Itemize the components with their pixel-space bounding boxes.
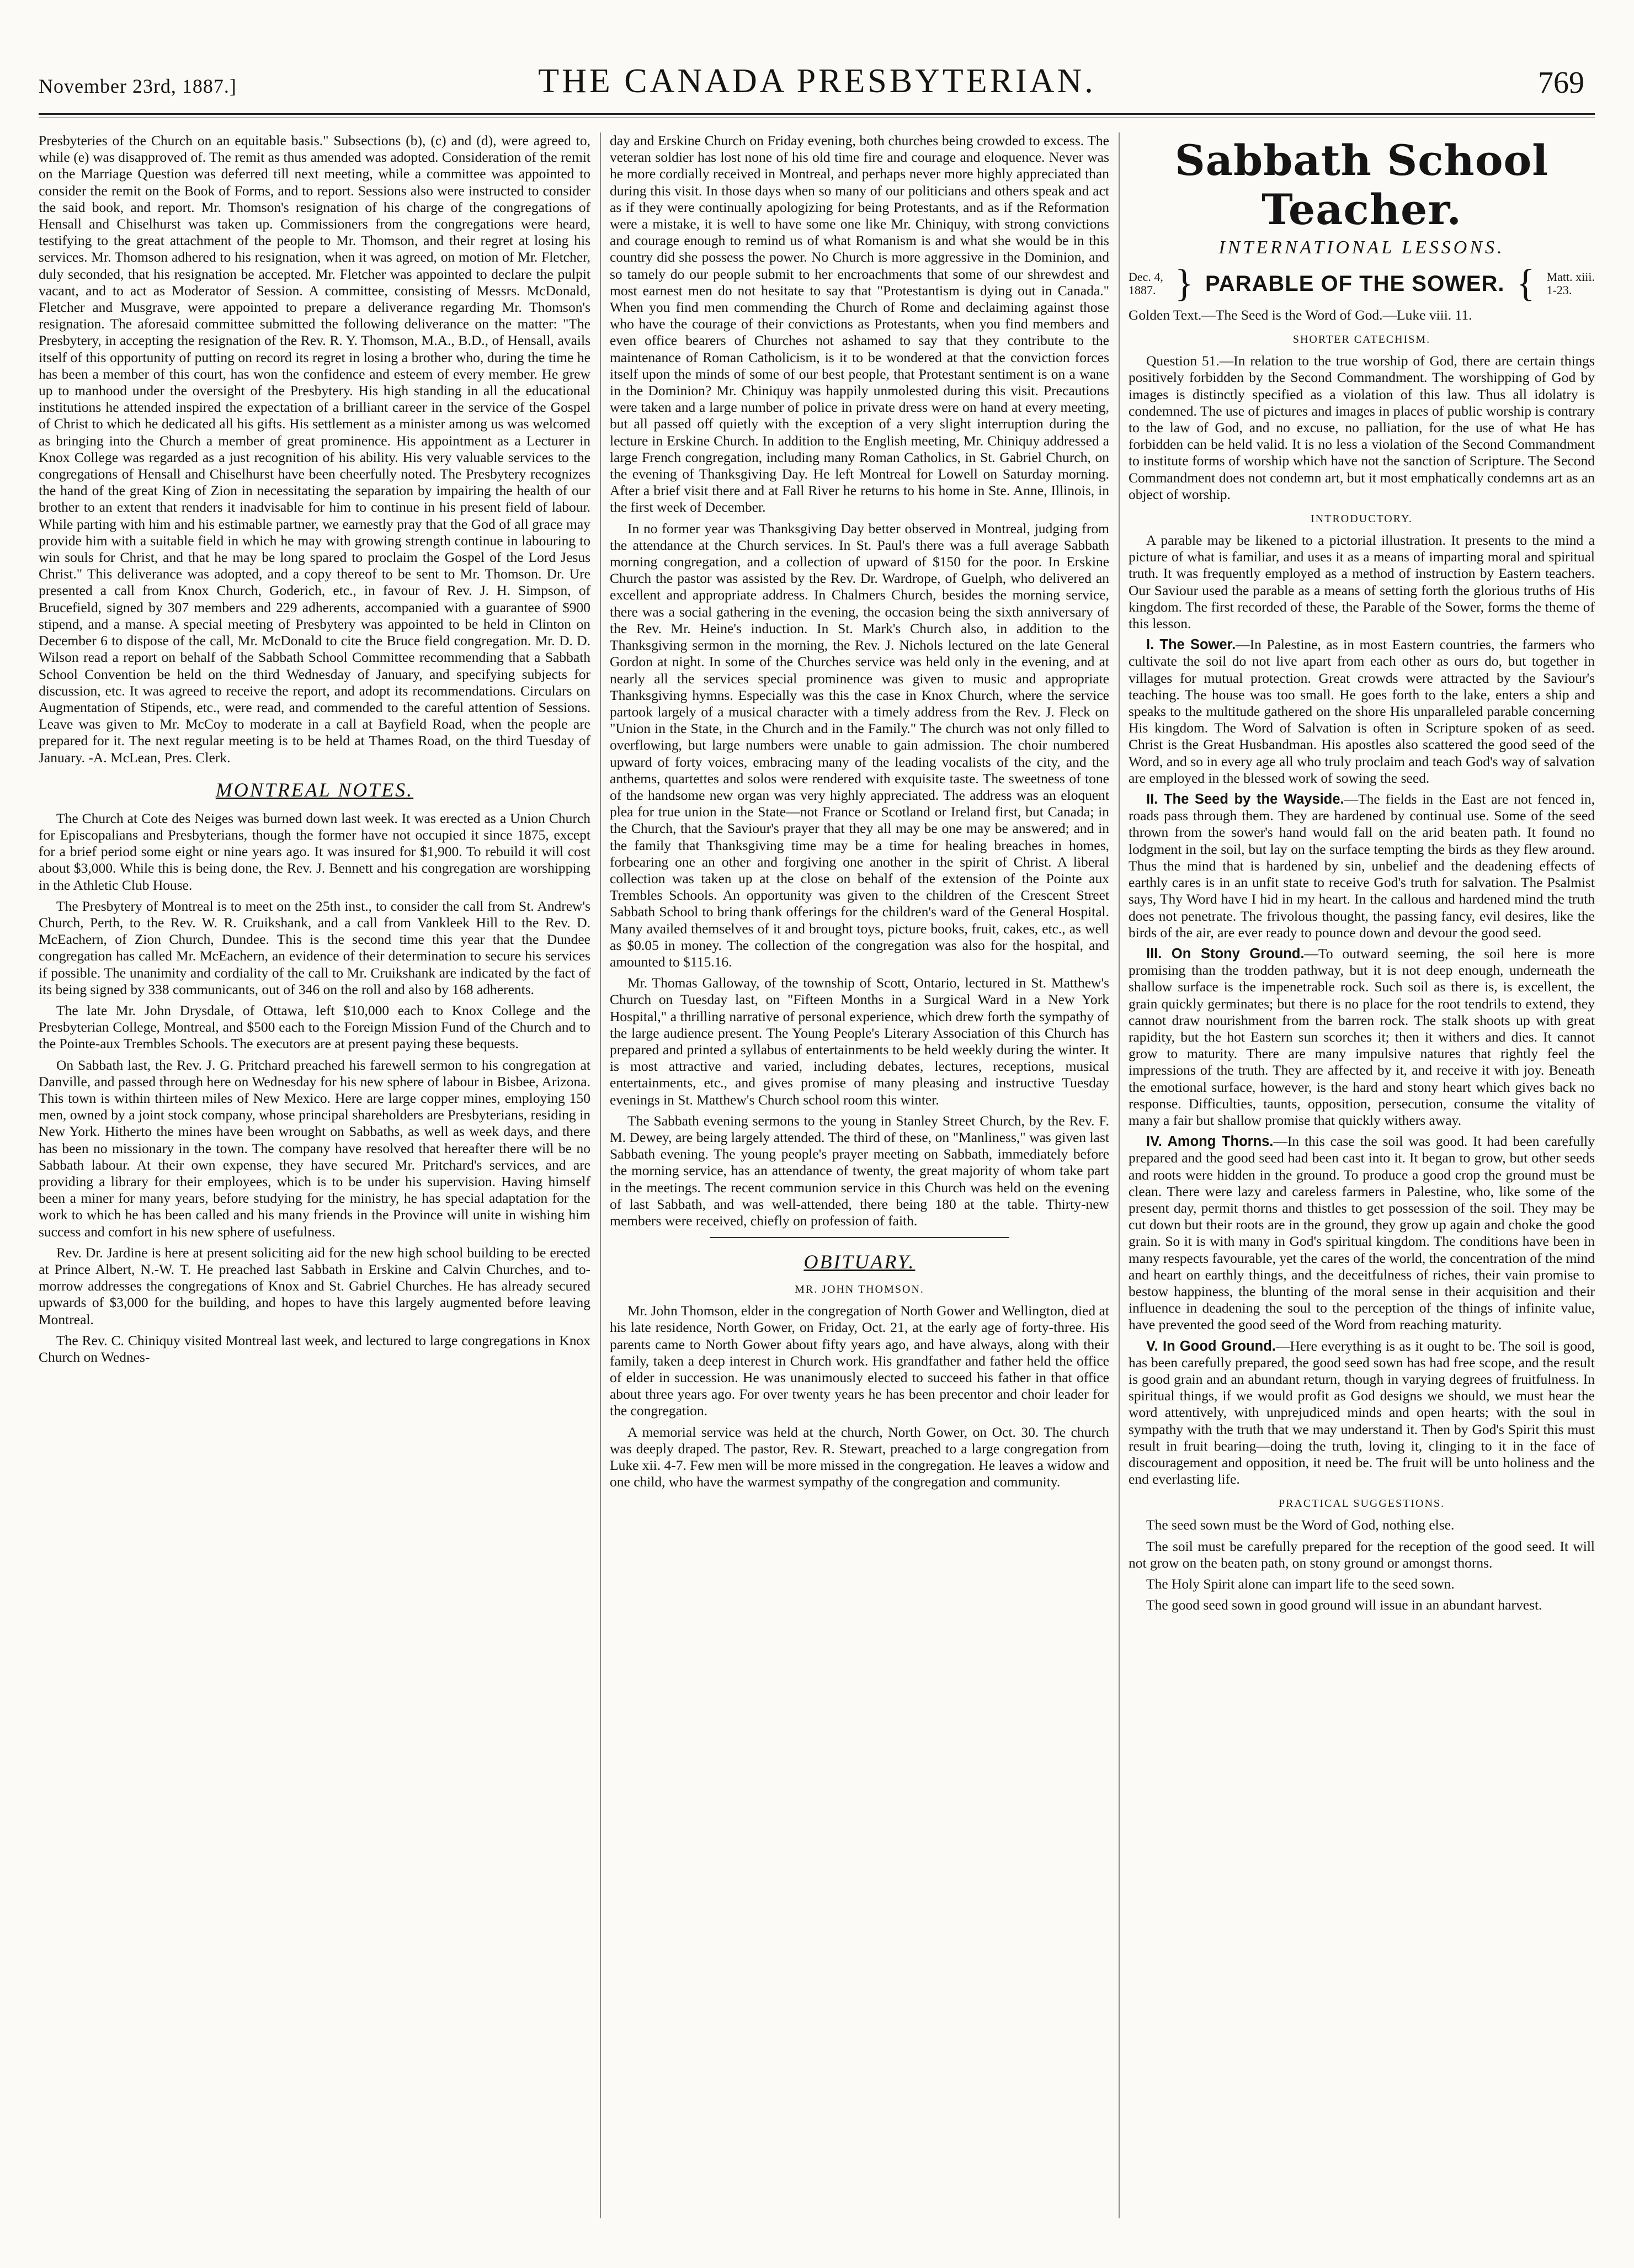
lesson-reference bbox=[1547, 270, 1595, 297]
issue-date: November 23rd, 1887.] bbox=[39, 75, 237, 97]
column-2 bbox=[610, 132, 1109, 2224]
point-heading: III. On Stony Ground. bbox=[1146, 946, 1305, 962]
lesson-point bbox=[1129, 1133, 1595, 1333]
obituary-heading: OBITUARY. bbox=[803, 1251, 916, 1273]
catechism-text: Question 51.—In relation to the true worship of God, there are certain things positively forbidden by the Second Commandment. The worshipping of God by images is distinctly specified as a violation of this law. Thus all idolatry is condemned. The use of pictures and images in places of public worship is contrary to the law of God, and no excuse, no palliation, for the use of what He has forbidden can be held valid. It is no less a violation of the Second Commandment to institute forms of worship which have not the sanction of Scripture. The Second Commandment does not condemn art, but it most emphatically condemns art as an object of worship. bbox=[1129, 353, 1595, 502]
article-paragraph: On Sabbath last, the Rev. J. G. Pritchard preached his farewell sermon to his congregation at Danville, and passed through here on Wednesday for his new sphere of labour in Bisbee, Arizona. This town is within thirteen miles of New Mexico. Here are large copper mines, employing 150 men, owned by a joint stock company, whose principal shareholders are Presbyterians, residing in New York. Hitherto the mines have been wrought on Sabbaths, as well as week days, and there has been no missionary in the town. The company have resolved that hereafter there will be no Sabbath labour. At their own expense, they have secured Mr. Pritchard's services, and are providing a library for their employees, which is to be under his supervision. Having himself been a miner for many years, before studying for the ministry, he has special adaptation for the work to which he has been called and his many friends in the Province will unite in wishing him success and comfort in his new sphere of usefulness. bbox=[39, 1056, 590, 1240]
lesson-date-day: Dec. 4, bbox=[1129, 270, 1163, 284]
lesson-point bbox=[1129, 636, 1595, 787]
point-text: —The fields in the East are not fenced in, roads pass through them. They are hardened by continual use. Some of the seed thrown from the sower's hand would fall on the arid beaten path. It found no lodgment in the soil, but lay on the surface tempting the birds as they flew around. Thus the mind that is hardened by sin, unbelief and the deadening effects of earthly cares is in an unfit state to receive God's truth for salvation. The Psalmist says, Thy Word have I hid in my heart. In the callous and hardened mind the truth does not penetrate. The frivolous thought, the passing fancy, evil desires, like the birds of the air, are ever ready to pounce down and devour the good seed. bbox=[1129, 791, 1595, 941]
article-paragraph: Rev. Dr. Jardine is here at present soliciting aid for the new high school building to be erected at Prince Albert, N.-W. T. He preached last Sabbath in Erskine and Calvin Churches, and to-morrow addresses the congregations of Knox and St. Gabriel Churches. He has already secured upwards of $3,000 for the building, and hopes to have this largely augmented before leaving Montreal. bbox=[39, 1244, 590, 1327]
point-heading: IV. Among Thorns. bbox=[1146, 1134, 1274, 1150]
section-divider bbox=[710, 1237, 1009, 1238]
international-lessons-subtitle: INTERNATIONAL LESSONS. bbox=[1218, 237, 1505, 258]
obituary-name: MR. JOHN THOMSON. bbox=[795, 1283, 924, 1296]
page-number: 769 bbox=[1538, 66, 1584, 100]
practical-suggestion: The soil must be carefully prepared for the reception of the good seed. It will not grow on the beaten path, on stony ground or amongst thorns. bbox=[1129, 1538, 1595, 1571]
presbytery-report: Presbyteries of the Church on an equitable basis." Subsections (b), (c) and (d), were agreed to, while (e) was disapproved of. The remit as thus amended was adopted. Consideration of the remit on the Marriage Question was deferred till next meeting, while a committee was appointed to consider the remit on the Book of Forms, and to report. Sessions also were instructed to consider the said book, and report. Mr. Thomson's resignation of his charge of the congregations of Hensall and Chiselhurst was taken up. Commissioners from the congregations were heard, testifying to the great attachment of the people to Mr. Thomson, and their regret at losing his services. Mr. Thomson adhered to his resignation, when it was agreed, on motion of Mr. Fletcher, duly seconded, that his resignation be accepted. Mr. Fletcher was appointed to declare the pulpit vacant, and to act as Moderator of Session. A committee, consisting of Messrs. McDonald, Fletcher and Musgrave, were appointed to prepare a deliverance regarding Mr. Thomson's resignation. The aforesaid committee submitted the following deliverance on the matter: "The Presbytery, in accepting the resignation of the Rev. R. Y. Thomson, M.A., B.D., of Hensall, avails itself of this opportunity of putting on record its regret in losing a brother who, during the time he has been a member of this court, has won the confidence and esteem of every member. He grew up to manhood under the oversight of the Presbytery. His high standing in all the educational institutions he attended inspired the expectation of a brilliant career in the service of the Gospel of Christ to which he dedicated all his gifts. His settlement as a minister among us was welcomed as bringing into the Church a member of great prominence. His appointment as a Lecturer in Knox College was regarded as a just recognition of his ability. His very valuable services to the congregations of Hensall and Chiselhurst have been cheerfully noted. The Presbytery recognizes the hand of the great King of Zion in necessitating the separation by impairing the health of our brother to an extent that renders it inadvisable for him to continue in his present field of labour. While parting with him and his estimable partner, we earnestly pray that the God of all grace may provide him with a suitable field in which he may with growing strength continue in labouring to win souls for Christ, and that he may be long spared to proclaim the Gospel of the Lord Jesus Christ." This deliverance was adopted, and a copy thereof to be sent to Mr. Thomson. Dr. Ure presented a call from Knox Church, Goderich, etc., in favour of Rev. J. H. Simpson, of Brucefield, signed by 307 members and 229 adherents, accompanied with a guarantee of $900 stipend, and a manse. A special meeting of Presbytery was appointed to be held in Clinton on December 6 to dispose of the call, Mr. McDonald to cite the Bruce field congregation. Mr. D. D. Wilson read a report on behalf of the Sabbath School Committee recommending that a Sabbath School Convention be held on the third Wednesday of January, and specifying subjects for discussion, etc. It was agreed to receive the report, and adopt its recommendations. Circulars on Augmentation of Stipends, etc., were read, and commended to the careful attention of Sessions. Leave was given to Mr. McCoy to moderate in a call at Bayfield Road, when the people are prepared for it. The next regular meeting is to be held at Thames Road, on the third Tuesday of January. -A. McLean, Pres. Clerk. bbox=[39, 132, 590, 766]
lesson-point bbox=[1129, 791, 1595, 941]
point-text: —In this case the soil was good. It had been carefully prepared and the good seed had been cast into it. It began to grow, but other seeds and roots were hidden in the ground. To produce a good crop the ground must be clean. There were lazy and careless farmers in Palestine, who, like some of the present day, permit thorns and thistles to get possession of the soil. They may be cut down but their roots are in the ground, they grow up again and choke the good grain. So it is with many in God's spiritual kingdom. The conditions have been in many respects favourable, yet the cares of the world, the concentration of the mind and heart on earthly things, and the deceitfulness of riches, their vain promise to bestow happiness, the blunting of the moral sense in their acquisition and their influence in deadening the soul to the perception of the things of infinite value, have prevented the good seed of the Word from reaching maturity. bbox=[1129, 1133, 1595, 1333]
article-paragraph: The Church at Cote des Neiges was burned down last week. It was erected as a Union Church for Episcopalians and Presbyterians, though the former have not occupied it since 1875, except for a brief period some eight or nine years ago. It was insured for $1,900. To rebuild it will cost about $3,000. While this is being done, the Rev. J. Bennett and his congregation are worshipping in the Athletic Club House. bbox=[39, 810, 590, 893]
brace-right: { bbox=[1516, 262, 1535, 305]
article-paragraph: day and Erskine Church on Friday evening, both churches being crowded to excess. The veteran soldier has lost none of his old time fire and courage and eloquence. Never was he more cordially received in Montreal, and perhaps never more highly appreciated than during this visit. In those days when so many of our politicians and others speak and act as if they were continually apologizing for being Protestants, and as if the Reformation were a mistake, it is well to have some one like Mr. Chiniquy, with strong convictions and courage enough to remind us of what Romanism is and what she would be in this country did she possess the power. No Church is more aggressive in the Dominion, and so tamely do our people submit to her encroachments that some of our shrewdest and most earnest men do not hesitate to say that "Protestantism is dying out in Canada." When you find men commending the Church of Rome and declaiming against those who have the courage of their convictions as Protestants, when you find members and even office bearers of Churches not ashamed to say that they contribute to the maintenance of Roman Catholicism, is it to be wondered at that the conviction forces itself upon the minds of some of our best people, that Protestant sentiment is on a wane in the Dominion? Mr. Chiniquy was happily unmolested during this visit. Precautions were taken and a large number of police in private dress were on hand at every meeting, but all passed off quietly with the exception of a very slight interruption during the lecture in Erskine Church. In addition to the English meeting, Mr. Chiniquy addressed a large French congregation, including many Roman Catholics, in St. Gabriel Church, on the evening of Thanksgiving Day. He left Montreal for Lowell on Saturday morning. After a brief visit there and at Fall River he returns to his home in Ste. Anne, Illinois, in the first week of December. bbox=[610, 132, 1109, 516]
point-text: —Here everything is as it ought to be. The soil is good, has been carefully prepared, the good seed sown has had free scope, and the result is good grain and an abundant return, though in varying degrees of fruitfulness. In spiritual things, if we would profit as God designs we should, we must hear the word attentively, with unprejudiced minds and open hearts; with the soul in sympathy with the truth that we may understand it. Then by God's Spirit this must result in fruit bearing—doing the truth, loving it, clinging to it in the face of discouragement and opposition, it need be. The fruit will be unto holiness and the end everlasting life. bbox=[1129, 1337, 1595, 1488]
article-paragraph: The late Mr. John Drysdale, of Ottawa, left $10,000 each to Knox College and the Presbyterian College, Montreal, and $500 each to the Foreign Mission Fund of the Church and to the Pointe-aux Trembles Schools. The executors are at present paying these bequests. bbox=[39, 1002, 590, 1052]
practical-suggestion: The Holy Spirit alone can impart life to the seed sown. bbox=[1146, 1576, 1455, 1592]
introductory-heading: INTRODUCTORY. bbox=[1311, 513, 1413, 525]
sabbath-school-title: Sabbath School Teacher. bbox=[1174, 136, 1549, 234]
article-paragraph: In no former year was Thanksgiving Day better observed in Montreal, judging from the attendance at the Church services. In St. Paul's there was a full average Sabbath morning congregation, and a collection of upward of $150 for the poor. In Erskine Church the pastor was assisted by the Rev. Dr. Wardrope, of Guelph, who delivered an excellent and appropriate address. In Chalmers Church, besides the morning service, there was a social gathering in the evening, the occasion being the sixth anniversary of the Rev. Mr. Heine's induction. In St. Mark's Church also, in addition to the Thanksgiving sermon in the morning, the Rev. J. Nichols lectured on the late General Gordon at night. In some of the Churches service was held only in the evening, and at nearly all the services special prominence was given to music and appropriate Thanksgiving hymns. Especially was this the case in Knox Church, where the service partook largely of a musical character with a timely address from the Rev. J. Fleck on "Union in the State, in the Church and in the Family." The church was not only filled to overflowing, but large numbers were unable to gain admission. The choir numbered upward of forty voices, embracing many of the leading vocalists of the city, and the anthems, quartettes and solos were rendered with exquisite taste. The sweetness of tone of the handsome new organ was very highly appreciated. The address was an eloquent plea for true union in the State—not France or Scotland or Ireland first, but Canada; in the Church, that the Saviour's prayer that they all may be one may be answered; and in the family that Thanksgiving time may be a time for healing breaches in homes, forbearing one an other and forgiving one another in the spirit of Christ. A liberal collection was taken up at the close on behalf of the extension of the Pointe aux Trembles Schools. An opportunity was given to the children of the Crescent Street Sabbath School to bring thank offerings for the children's ward of the General Hospital. Many availed themselves of it and brought toys, picture books, fruit, cakes, etc., as well as $0.05 in money. The collection of the congregation was also for the hospital, and amounted to $115.16. bbox=[610, 520, 1109, 970]
article-paragraph: Mr. Thomas Galloway, of the township of Scott, Ontario, lectured in St. Matthew's Church on Tuesday last, on "Fifteen Months in a Surgical Ward in a New York Hospital," a thrilling narrative of personal experience, which drew forth the sympathy of the large audience present. The Young People's Literary Association of this Church has prepared and printed a syllabus of entertainments to be held weekly during the winter. It is most attractive and varied, including debates, lectures, receptions, musical entertainments, etc., and gives promise of many pleasing and instructive Tuesday evenings in St. Matthew's Church school room this winter. bbox=[610, 975, 1109, 1108]
obituary-paragraph: Mr. John Thomson, elder in the congregation of North Gower and Wellington, died at his late residence, North Gower, on Friday, Oct. 21, at the early age of forty-three. His parents came to North Gower about fifty years ago, and have always, along with their family, taken a deep interest in Church work. His grandfather and father held the office of elder in succession. He was unanimously elected to succeed his father in that office about three years ago. For over twenty years he has been precentor and choir leader for the congregation. bbox=[610, 1303, 1109, 1419]
brace-left: } bbox=[1175, 262, 1194, 305]
article-paragraph: The Rev. C. Chiniquy visited Montreal last week, and lectured to large congregations in Knox Church on Wednes- bbox=[39, 1332, 590, 1366]
column-3 bbox=[1129, 132, 1595, 2224]
column-separator bbox=[1119, 132, 1120, 2218]
point-text: —To outward seeming, the soil here is more promising than the trodden pathway, but it is not deep enough, underneath the shallow surface is the impenetrable rock. Such soil as there is, is excellent, the grain quickly germinates; but there is no place for the root tendrils to extend, they cannot draw nourishment from the barren rock. The stalk shoots up with great rapidity, but the hot Eastern sun scorches it; then it withers and dies. It cannot grow to maturity. There are many impulsive natures that rightly feel the impressions of the truth. They are affected by it, and receive it with joy. Beneath the emotional surface, however, is the hard and stony heart which gives back no response. Difficulties, taunts, opposition, persecution, consume the vitality of many a fair but shallow promise that quickly withers away. bbox=[1129, 945, 1595, 1128]
column-separator bbox=[600, 132, 601, 2218]
newspaper-title: THE CANADA PRESBYTERIAN. bbox=[538, 62, 1096, 100]
practical-suggestion: The good seed sown in good ground will issue in an abundant harvest. bbox=[1146, 1597, 1542, 1613]
article-paragraph: The Presbytery of Montreal is to meet on the 25th inst., to consider the call from St. Andrew's Church, Perth, to the Rev. W. R. Cruikshank, and a call from Vankleek Hill to the Rev. D. McEachern, of Zion Church, Dundee. This is the second time this year that the Dundee congregation has called Mr. McEachern, an evidence of their determination to secure his services if possible. The unanimity and cordiality of the call to Mr. Cruikshank are indicated by the fact of its being signed by 338 communicants, out of 346 on the roll and also by 168 adherents. bbox=[39, 897, 590, 997]
practical-suggestion: The seed sown must be the Word of God, nothing else. bbox=[1146, 1517, 1455, 1533]
point-text: —In Palestine, as in most Eastern countries, the farmers who cultivate the soil do not live apart from each other as ours do, but together in villages for mutual protection. Great crowds were attracted by the Saviour's teaching. The house was too small. He goes forth to the lake, enters a ship and speaks to the multitude gathered on the shore His unparalleled parable concerning His kingdom. The Word of Salvation is often in Scripture spoken of as seed. Christ is the Great Husbandman. His apostles also scattered the good seed of the Word, and so in every age all who truly proclaim and teach God's way of salvation are employed in the blessed work of sowing the seed. bbox=[1129, 636, 1595, 786]
point-heading: V. In Good Ground. bbox=[1146, 1338, 1276, 1354]
page-header bbox=[0, 0, 1634, 99]
lesson-point bbox=[1129, 946, 1595, 1129]
lesson-title: PARABLE OF THE SOWER. bbox=[1205, 271, 1505, 296]
lesson-date bbox=[1129, 270, 1163, 297]
column-1 bbox=[39, 132, 590, 2224]
lesson-date-year: 1887. bbox=[1129, 283, 1156, 297]
header-rule bbox=[39, 113, 1595, 115]
practical-suggestions-heading: PRACTICAL SUGGESTIONS. bbox=[1278, 1497, 1445, 1510]
obituary-paragraph: A memorial service was held at the church, North Gower, on Oct. 30. The church was deeply draped. The pastor, Rev. R. Stewart, preached to a large congregation from Luke xii. 4-7. Few men will be more missed in the congregation. He leaves a widow and one child, who have the warmest sympathy of the congregation and community. bbox=[610, 1424, 1109, 1490]
lesson-ref-verses: 1-23. bbox=[1546, 283, 1572, 297]
catechism-heading: SHORTER CATECHISM. bbox=[1292, 333, 1431, 346]
montreal-notes-heading: MONTREAL NOTES. bbox=[215, 778, 414, 801]
golden-text: Golden Text.—The Seed is the Word of God.—Luke viii. 11. bbox=[1129, 307, 1472, 323]
lesson-header bbox=[1129, 262, 1595, 305]
lesson-point bbox=[1129, 1338, 1595, 1488]
point-heading: II. The Seed by the Wayside. bbox=[1146, 792, 1344, 808]
introductory-text: A parable may be likened to a pictorial illustration. It presents to the mind a picture of what is familiar, and uses it as a means of imparting moral and spiritual truth. It was frequently employed as a method of instruction by Eastern teachers. Our Saviour used the parable as a means of setting forth the glorious truths of His kingdom. The first recorded of these, the Parable of the Sower, forms the theme of this lesson. bbox=[1129, 532, 1595, 632]
lesson-ref-book: Matt. xiii. bbox=[1546, 270, 1595, 284]
point-heading: I. The Sower. bbox=[1146, 637, 1236, 653]
article-paragraph: The Sabbath evening sermons to the young in Stanley Street Church, by the Rev. F. M. Dewey, are being largely attended. The third of these, on "Manliness," was given last Sabbath evening. The young people's prayer meeting on Sabbath, immediately before the morning service, has an attendance of twenty, the great majority of whom take part in the meetings. The recent communion service in this Church was held on the evening of last Sabbath, and was well-attended, there being 180 at the table. Thirty-new members were received, chiefly on profession of faith. bbox=[610, 1112, 1109, 1229]
